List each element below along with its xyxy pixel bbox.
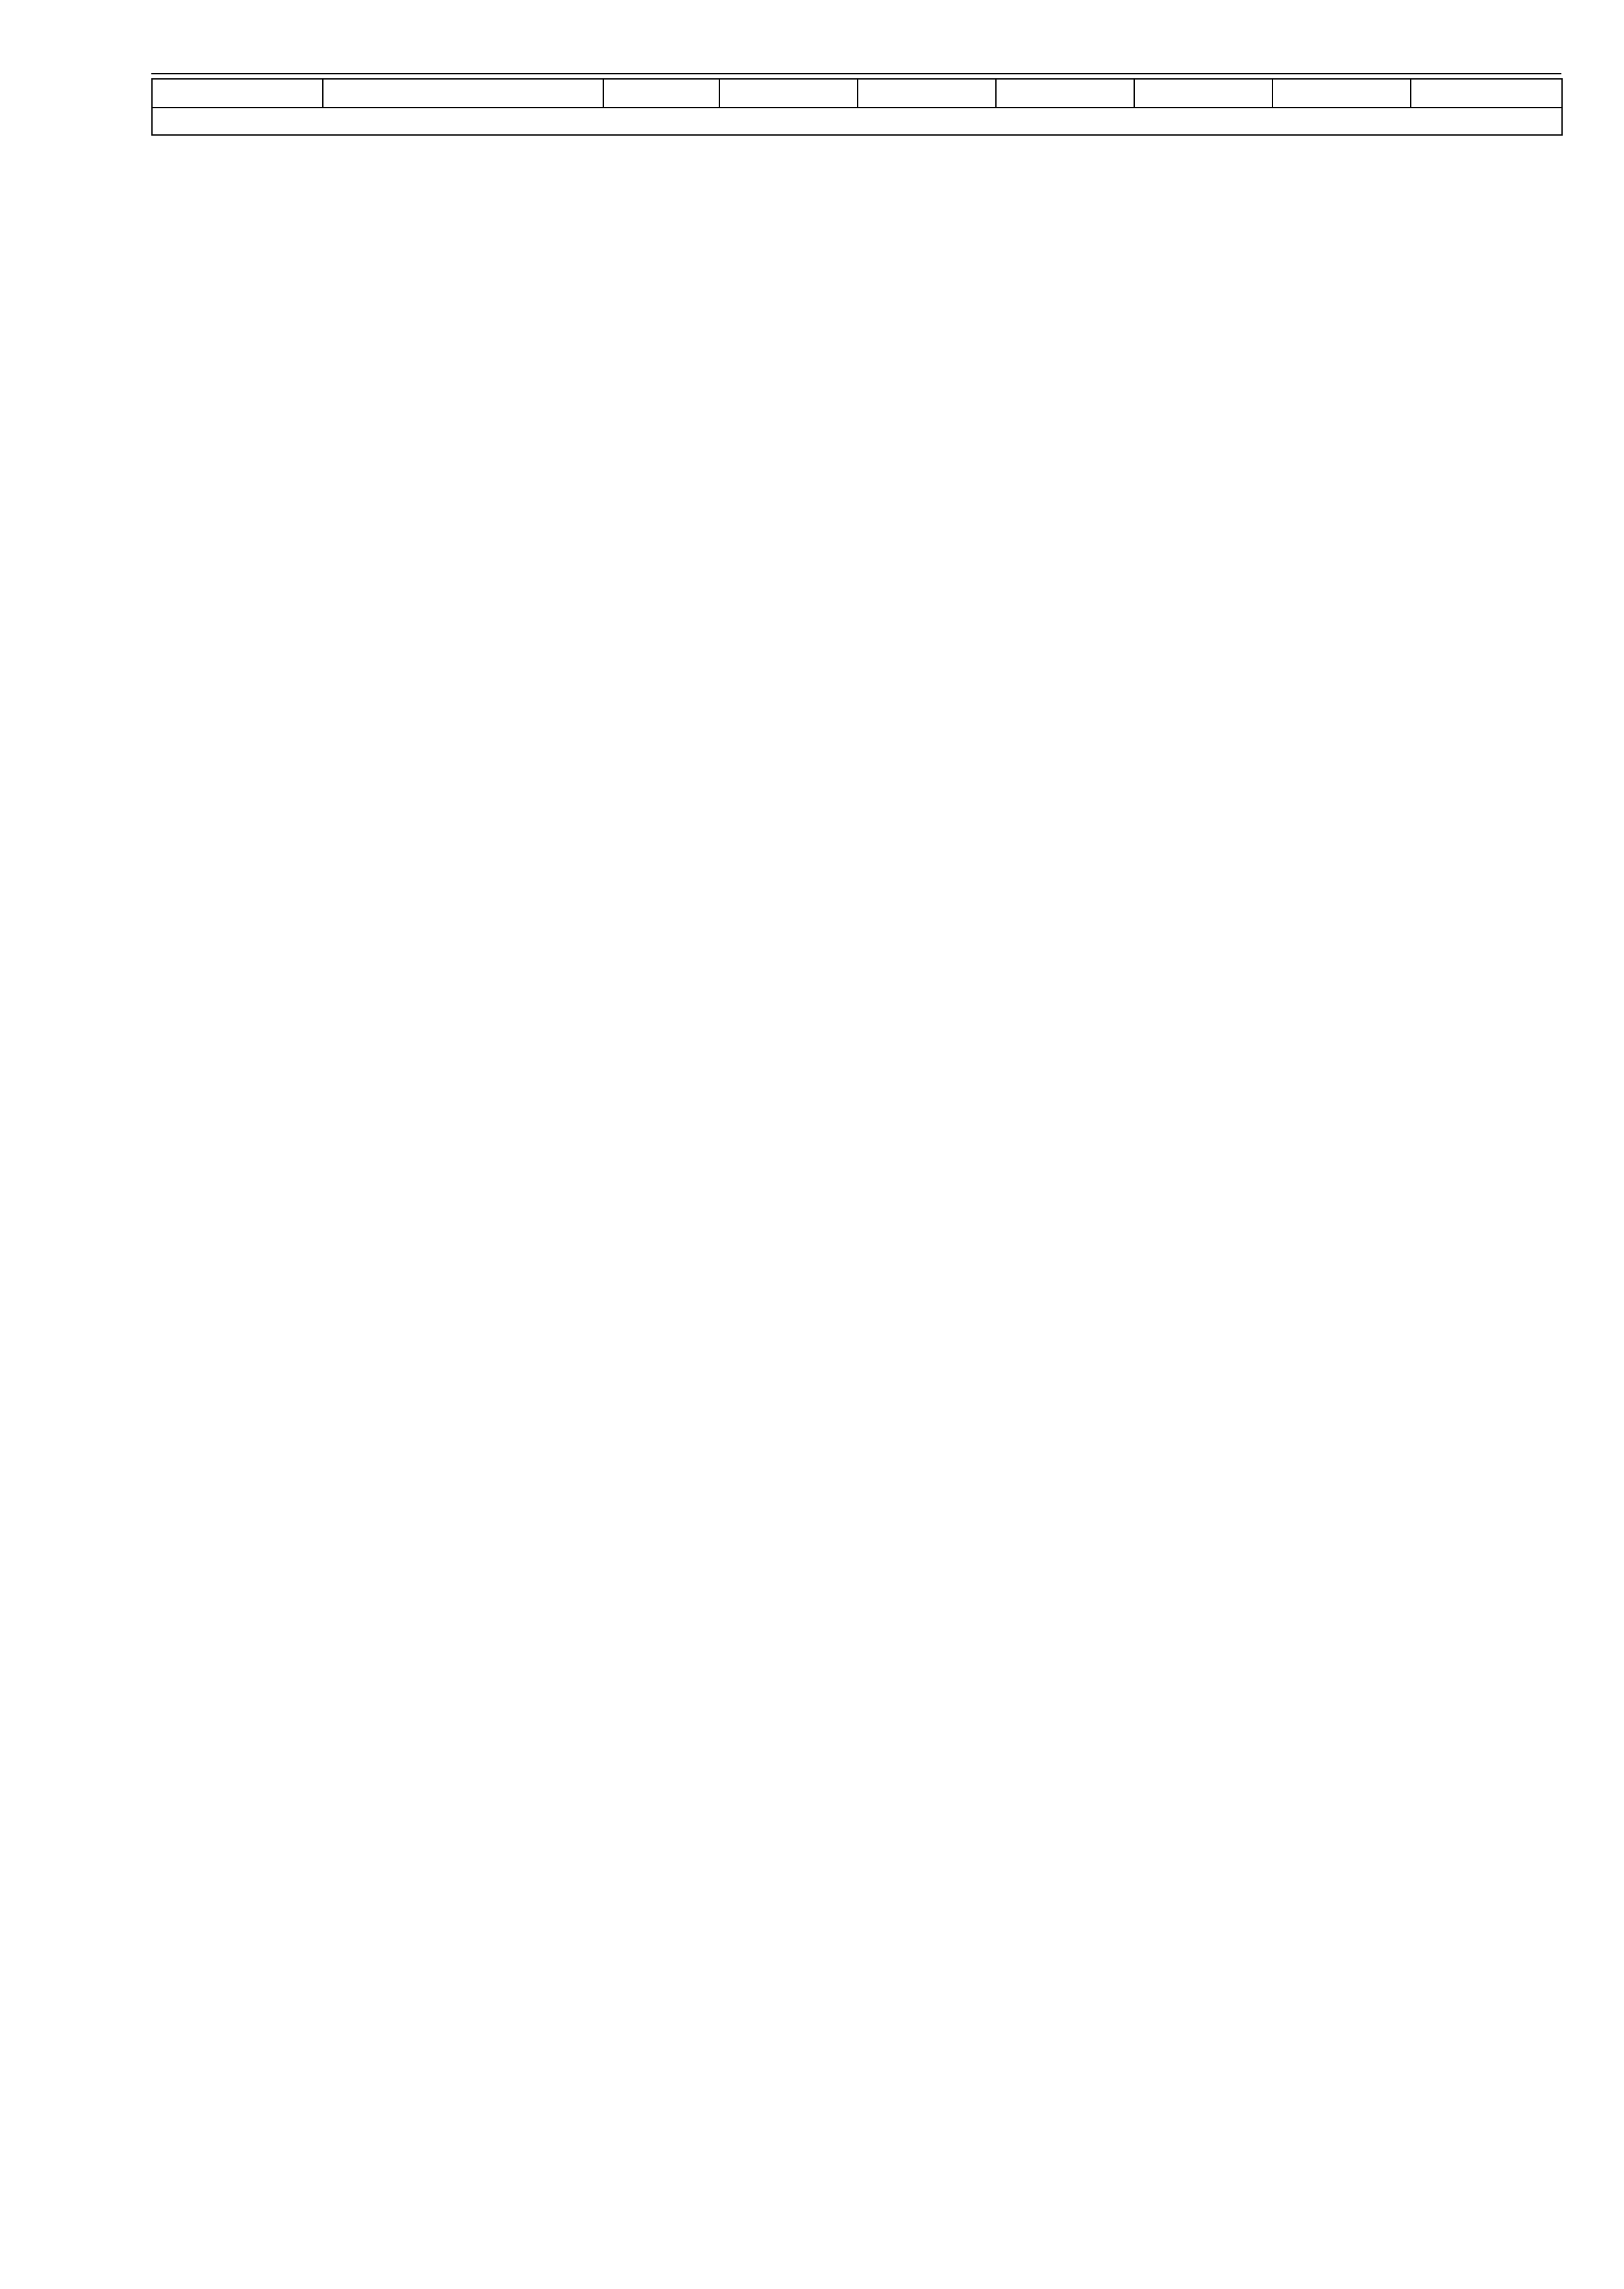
column-number <box>152 79 323 108</box>
column-number <box>323 79 603 108</box>
column-number-row <box>152 79 1562 108</box>
column-number <box>1134 79 1272 108</box>
header-rule <box>151 73 1561 74</box>
column-number <box>996 79 1134 108</box>
measure <box>152 108 1562 135</box>
column-number <box>603 79 719 108</box>
column-number <box>1411 79 1562 108</box>
column-number <box>858 79 996 108</box>
column-number <box>719 79 858 108</box>
column-number <box>1272 79 1411 108</box>
measure-row <box>152 108 1562 135</box>
rates-table <box>151 78 1563 136</box>
